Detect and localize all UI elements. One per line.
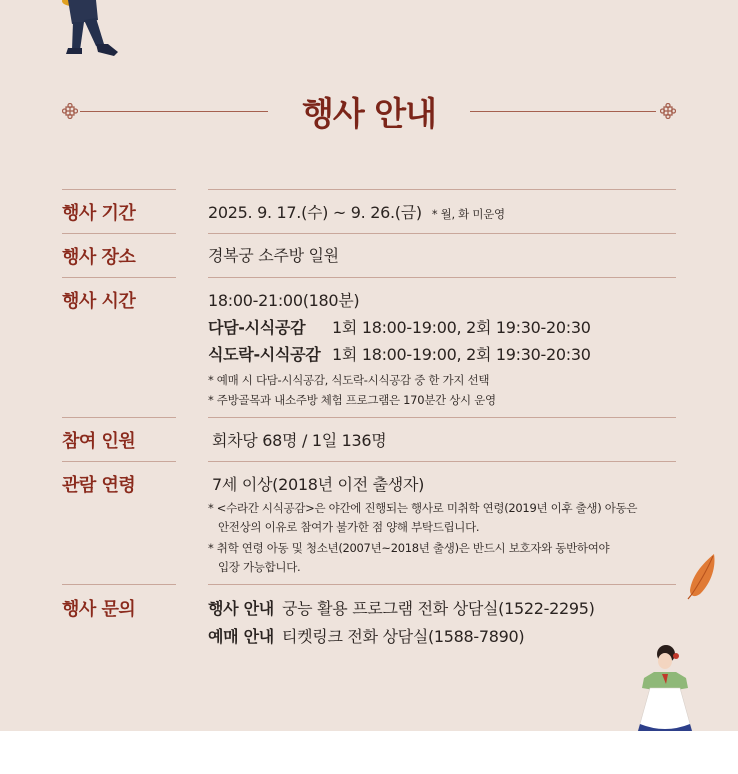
session-row xyxy=(208,315,591,338)
inquiry-row xyxy=(208,624,524,647)
page-title: 행사 안내 xyxy=(301,94,436,133)
session-name: 식도락-시식공감 xyxy=(208,345,321,364)
falling-leaf-illustration xyxy=(686,552,718,600)
session-times: 1회 18:00-19:00, 2회 19:30-20:30 xyxy=(332,318,591,337)
row-divider xyxy=(208,189,676,190)
hanbok-woman-illustration xyxy=(632,644,698,731)
row-divider xyxy=(62,277,176,278)
age-value: 7세 이상(2018년 이전 출생자) xyxy=(212,475,425,494)
place-value: 경복궁 소주방 일원 xyxy=(208,246,339,265)
row-divider xyxy=(62,461,176,462)
capacity-value: 회차당 68명 / 1일 136명 xyxy=(212,431,387,450)
age-note: * 취학 연령 아동 및 청소년(2007년~2018년 출생)은 반드시 보호자와 동반하여야 xyxy=(208,541,610,555)
period-label: 행사 기간 xyxy=(62,203,136,224)
session-times: 1회 18:00-19:00, 2회 19:30-20:30 xyxy=(332,345,591,364)
period-note: * 월, 화 미운영 xyxy=(431,207,505,221)
inquiry-name: 예매 안내 xyxy=(208,627,274,646)
inquiry-value: 궁능 활용 프로그램 전화 상담실(1522-2295) xyxy=(282,599,595,618)
row-divider xyxy=(208,417,676,418)
inquiry-value: 티켓링크 전화 상담실(1588-7890) xyxy=(282,627,525,646)
capacity-label: 참여 인원 xyxy=(62,431,136,452)
period-dates: 2025. 9. 17.(수) ~ 9. 26.(금) xyxy=(208,203,422,222)
row-divider xyxy=(208,277,676,278)
time-note: * 예매 시 다담-시식공감, 식도락-시식공감 중 한 가지 선택 xyxy=(208,373,490,387)
age-note: 안전상의 이유로 참여가 불가한 점 양해 부탁드립니다. xyxy=(218,520,480,534)
row-divider xyxy=(208,584,676,585)
age-note: 입장 가능합니다. xyxy=(218,560,301,574)
row-divider xyxy=(62,189,176,190)
time-value: 18:00-21:00(180분) xyxy=(208,291,360,310)
knot-ornament-icon xyxy=(660,103,676,119)
row-divider xyxy=(62,233,176,234)
session-row xyxy=(208,342,591,365)
time-note: * 주방골목과 내소주방 체험 프로그램은 170분간 상시 운영 xyxy=(208,393,496,407)
inquiry-name: 행사 안내 xyxy=(208,599,274,618)
section-header xyxy=(62,88,676,134)
walking-person-illustration xyxy=(58,0,128,62)
row-divider xyxy=(208,233,676,234)
inquiry-row xyxy=(208,596,595,619)
age-label: 관람 연령 xyxy=(62,475,136,496)
row-divider xyxy=(208,461,676,462)
row-divider xyxy=(62,417,176,418)
period-value xyxy=(208,200,505,223)
age-note: * <수라간 시식공감>은 야간에 진행되는 행사로 미취학 연령(2019년 이후 출생) 아동은 xyxy=(208,501,638,515)
session-name: 다담-시식공감 xyxy=(208,318,306,337)
place-label: 행사 장소 xyxy=(62,247,136,268)
title-divider-right xyxy=(470,111,656,112)
time-label: 행사 시간 xyxy=(62,291,136,312)
row-divider xyxy=(62,584,176,585)
inquiry-label: 행사 문의 xyxy=(62,599,136,620)
